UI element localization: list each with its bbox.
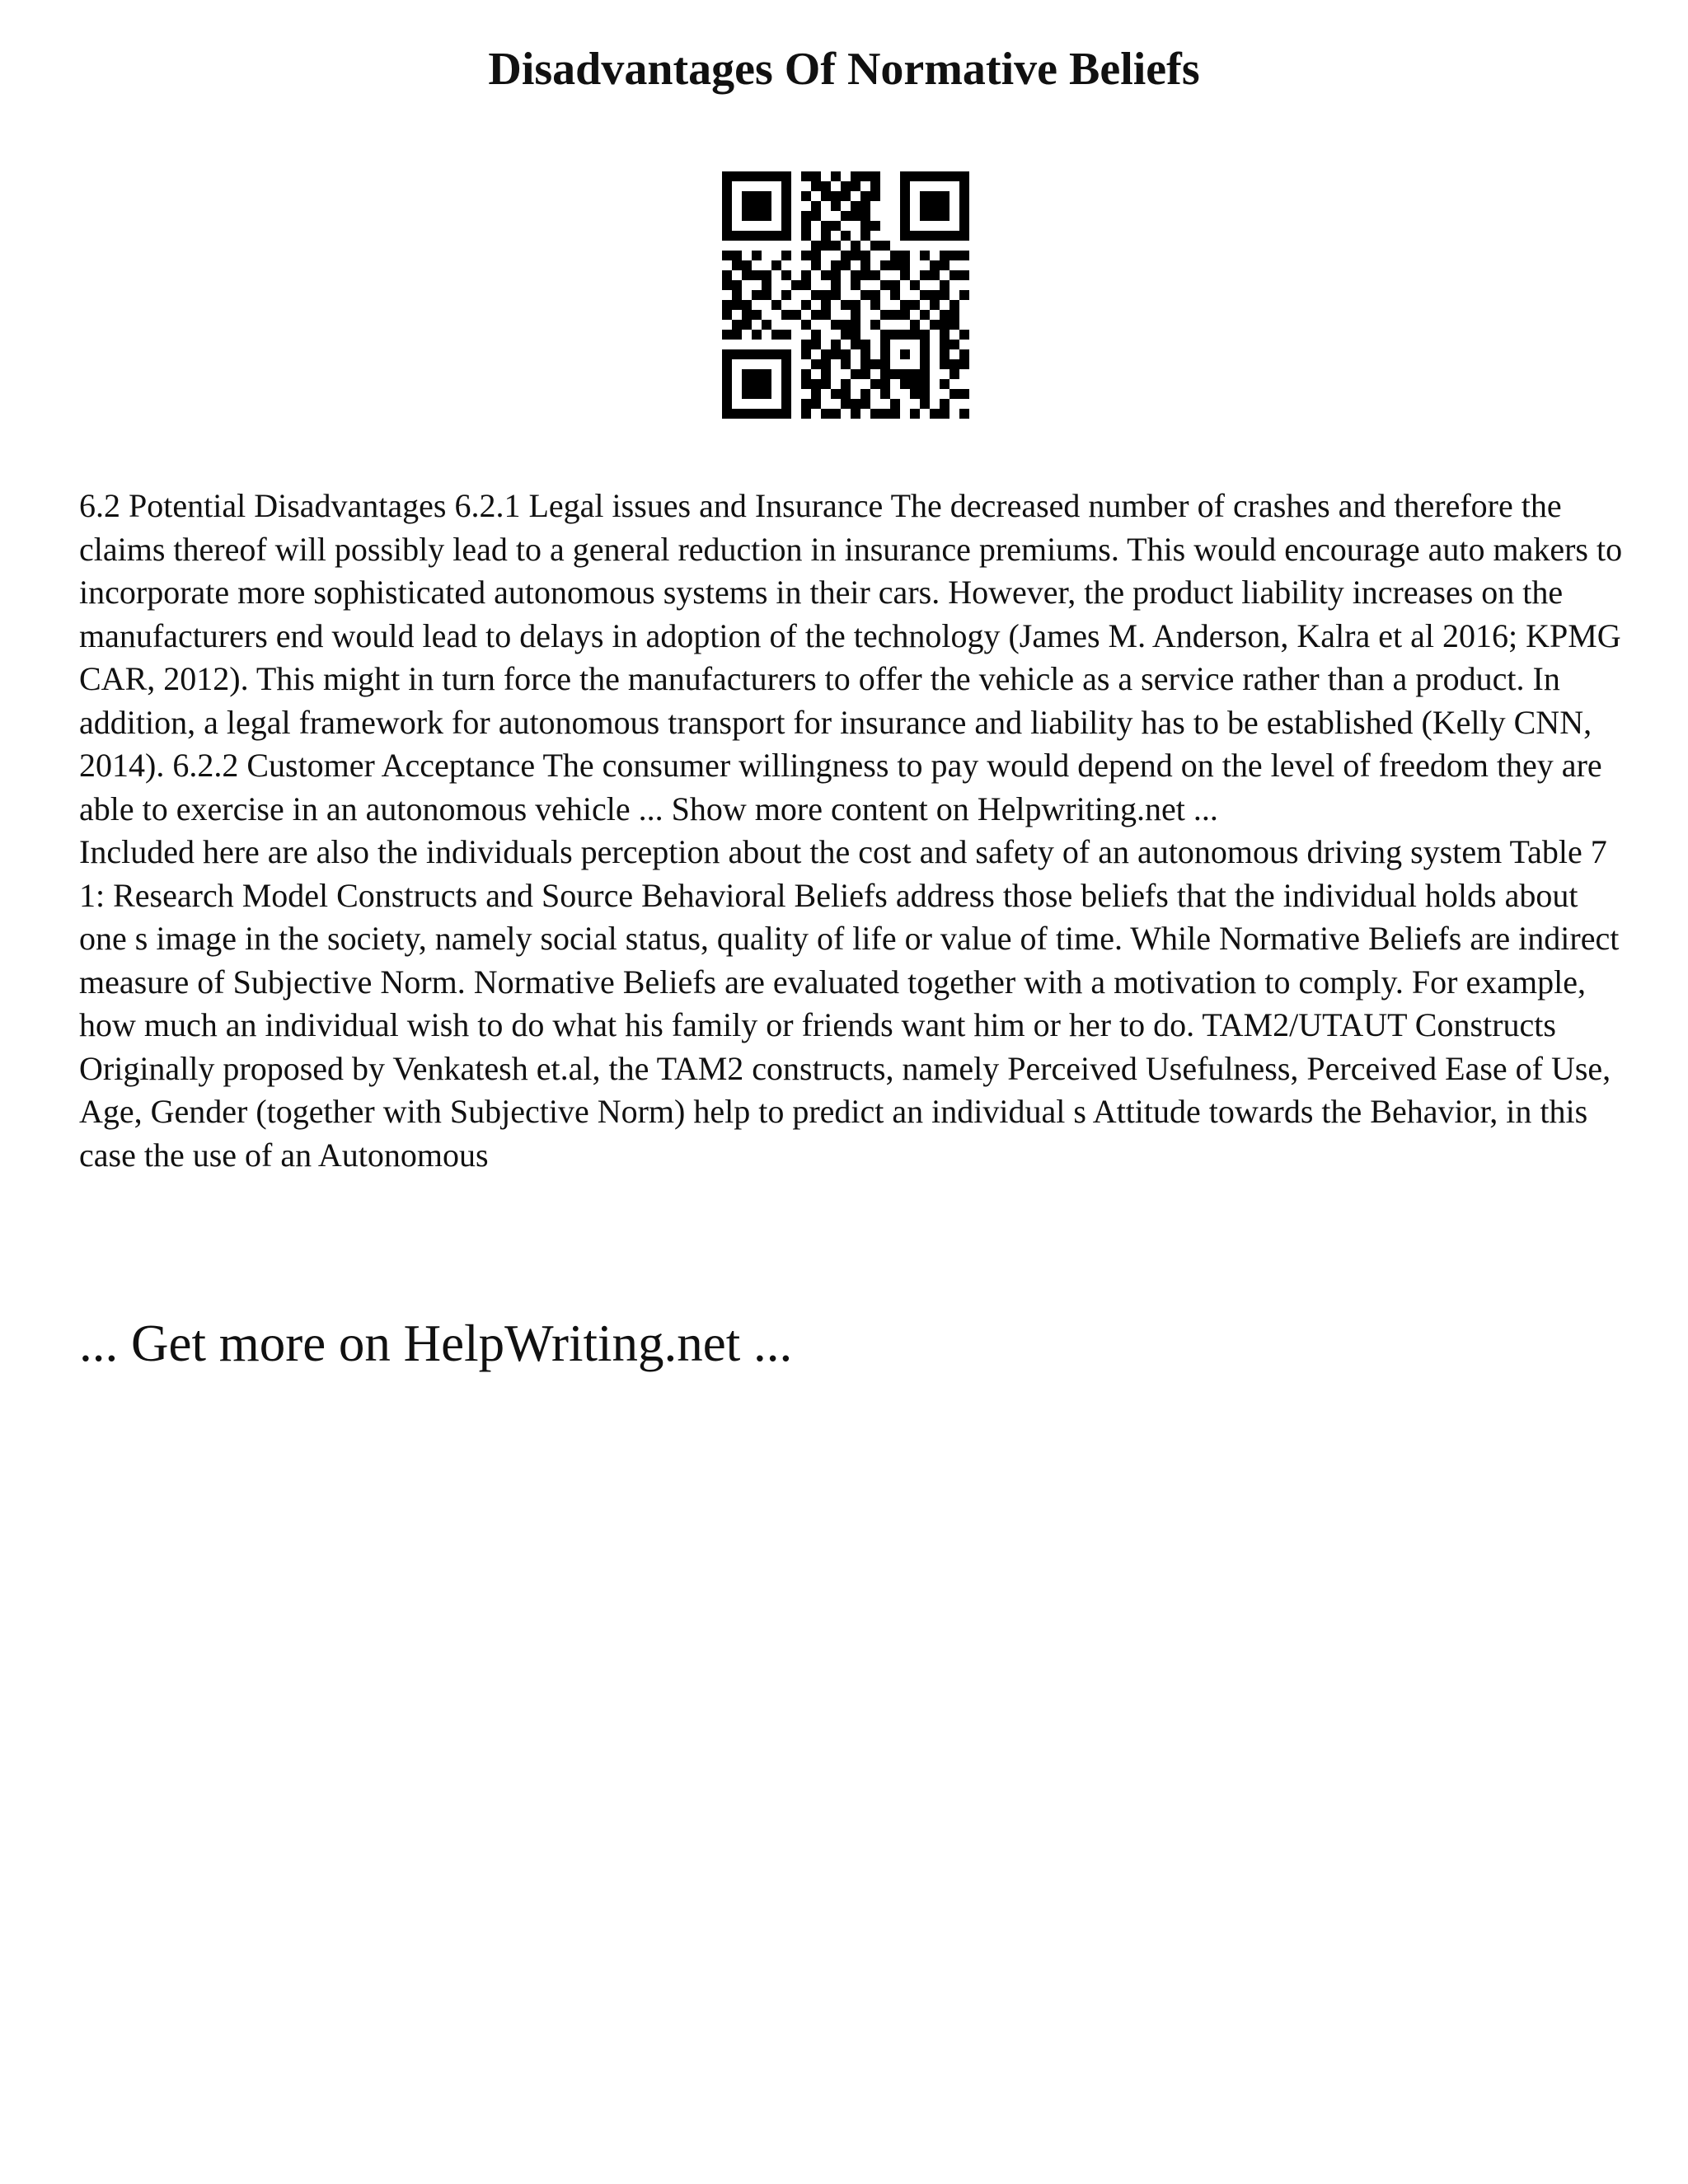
- article-body: [79, 485, 1629, 1177]
- paragraph-2: Included here are also the individuals perception about the cost and safety of an autonomous driving system Table 7 1: Research Model Constructs and Source Behavioral Beliefs address those beliefs that the individual holds about one s image in the society, namely social status, quality of life or value of time. While Normative Beliefs are indirect measure of Subjective Norm. Normative Beliefs are evaluated together with a motivation to comply. For example, how much an individual wish to do what his family or friends want him or her to do. TAM2/UTAUT Constructs Originally proposed by Venkatesh et.al, the TAM2 constructs, namely Perceived Usefulness, Perceived Ease of Use, Age, Gender (together with Subjective Norm) help to predict an individual s Attitude towards the Behavior, in this case the use of an Autonomous: [79, 833, 1620, 1174]
- paragraph-1: 6.2 Potential Disadvantages 6.2.1 Legal issues and Insurance The decreased number of crashes and therefore the claims thereof will possibly lead to a general reduction in insurance premiums. This would encourage auto makers to incorporate more sophisticated autonomous systems in their cars. However, the product liability increases on the manufacturers end would lead to delays in adoption of the technology (James M. Anderson, Kalra et al 2016; KPMG CAR, 2012). This might in turn force the manufacturers to offer the vehicle as a service rather than a product. In addition, a legal framework for autonomous transport for insurance and liability has to be established (Kelly CNN, 2014). 6.2.2 Customer Acceptance The consumer willingness to pay would depend on the level of freedom they are able to exercise in an autonomous vehicle ... Show more content on Helpwriting.net ...: [79, 487, 1623, 827]
- qr-code-icon: [722, 171, 969, 419]
- page-title: Disadvantages Of Normative Beliefs: [488, 44, 1200, 95]
- get-more-link[interactable]: ... Get more on HelpWriting.net ...: [79, 1315, 793, 1372]
